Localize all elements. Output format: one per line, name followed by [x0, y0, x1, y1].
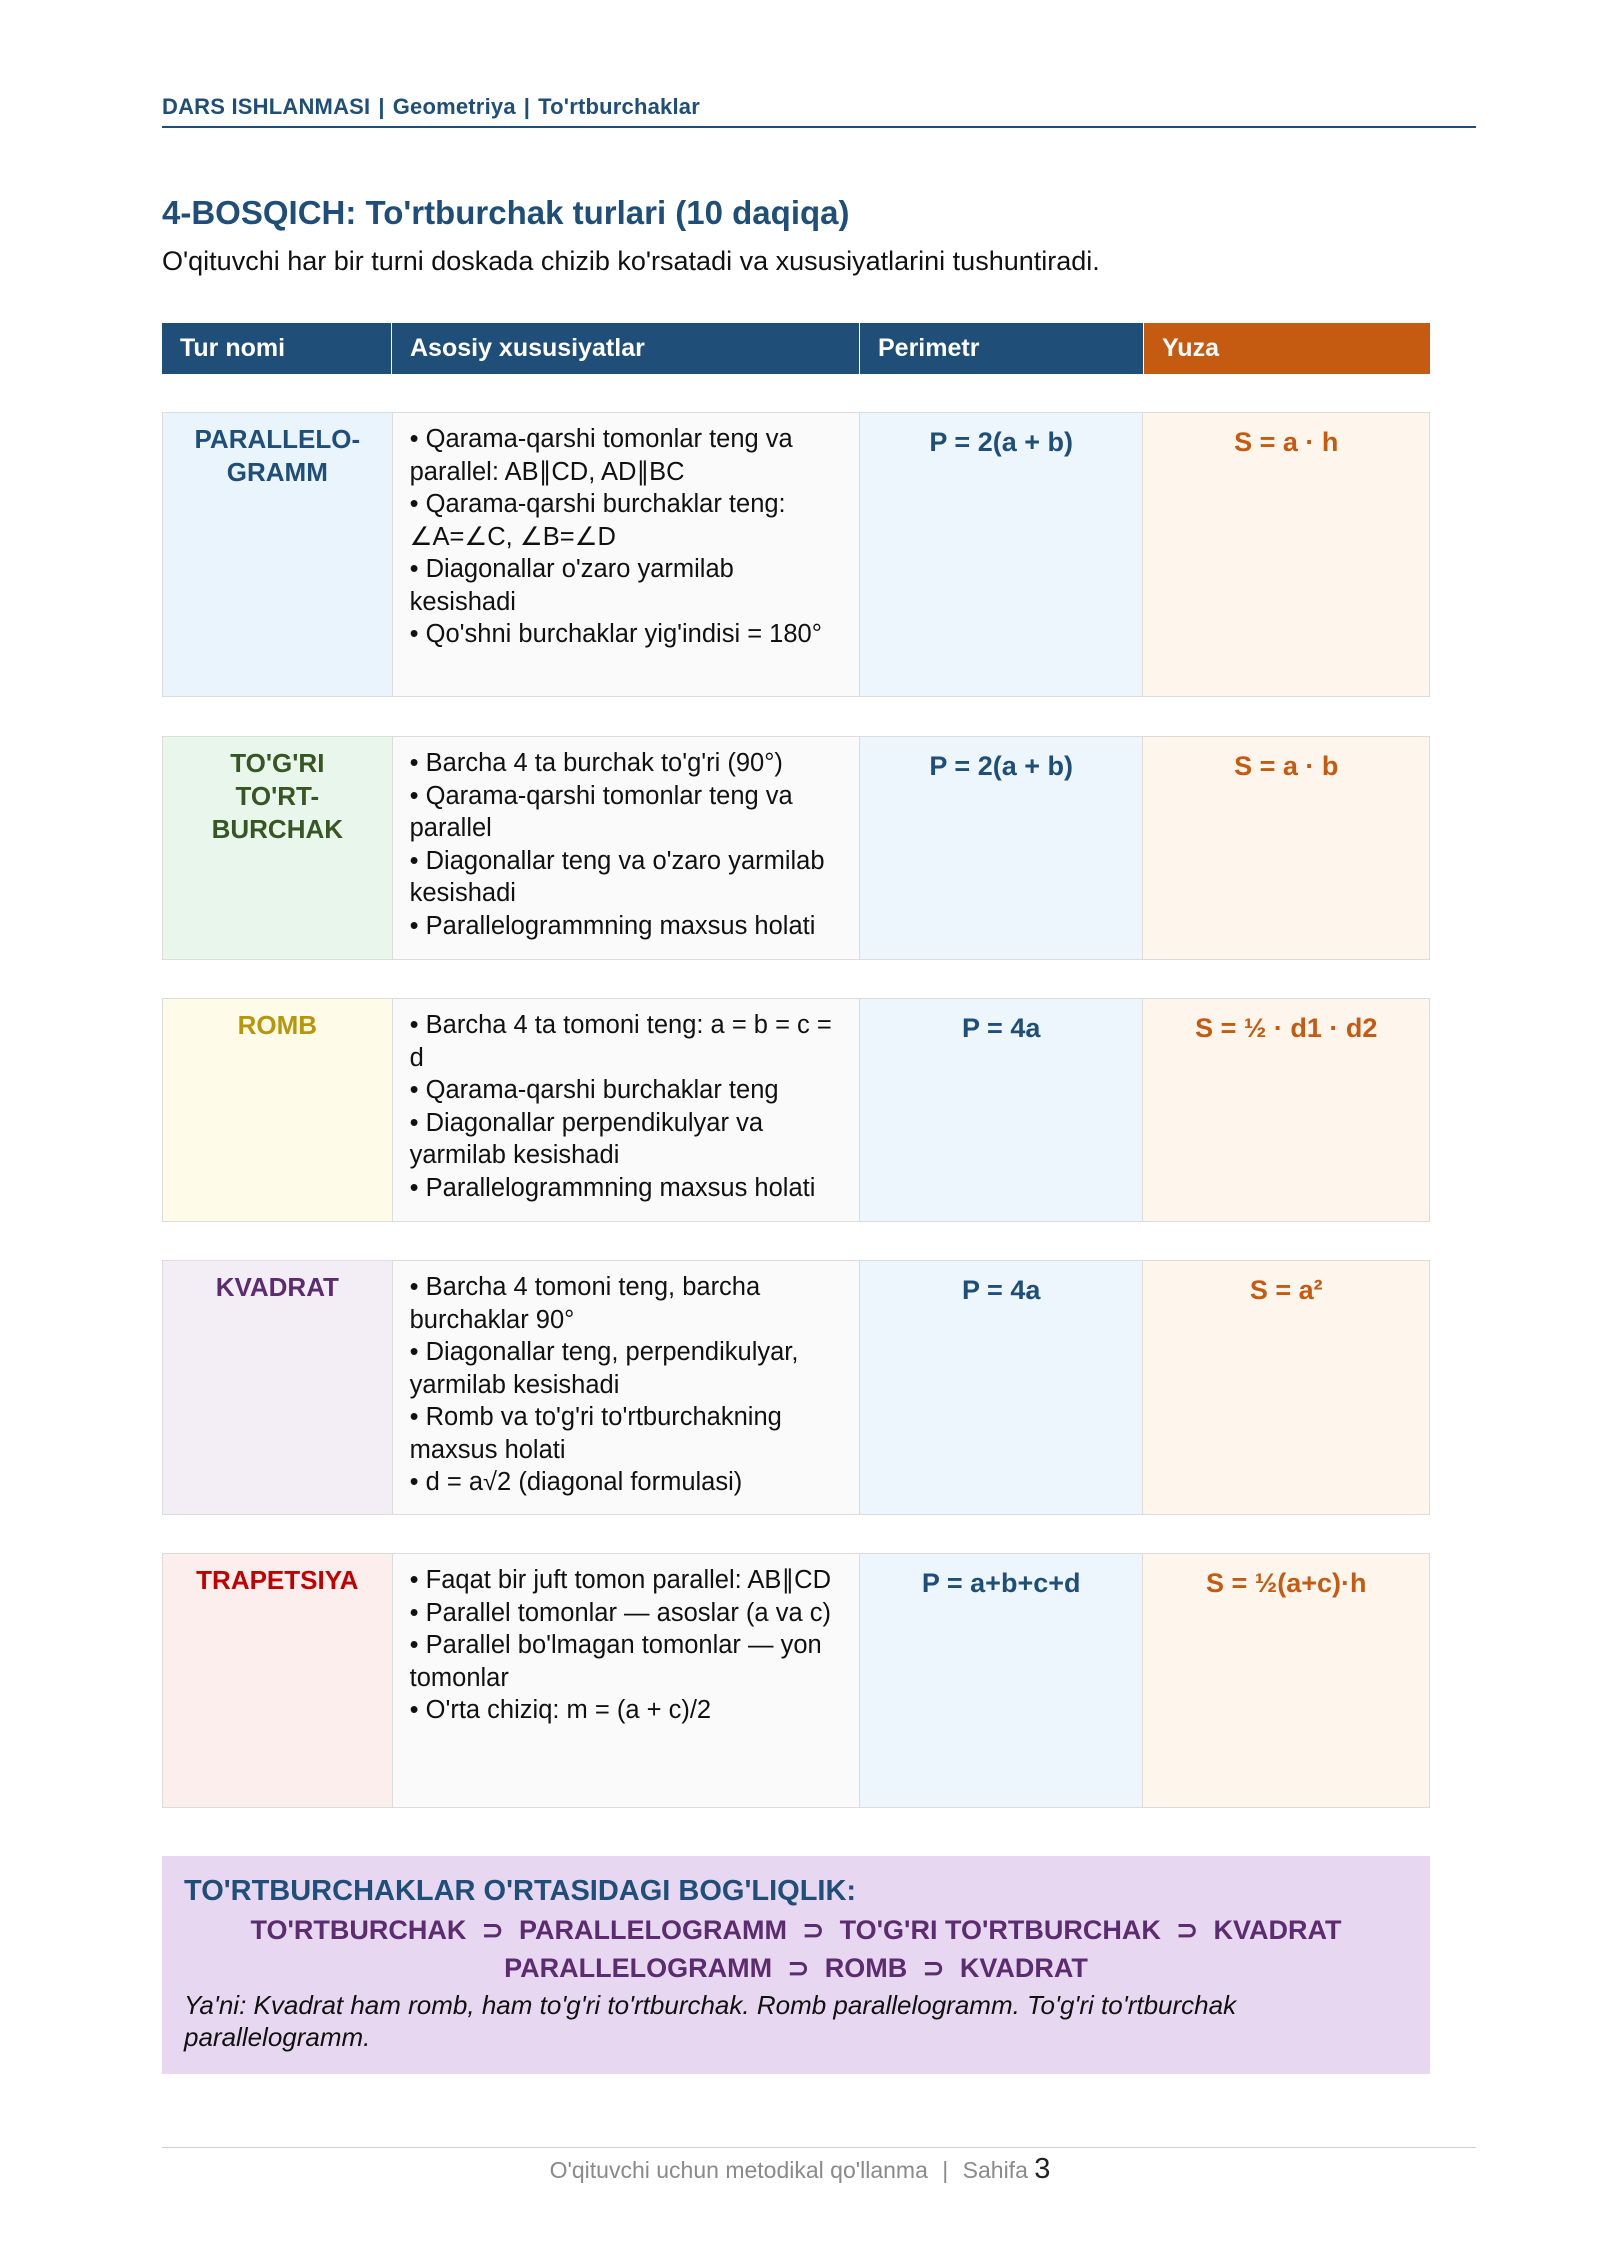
property-item: • Barcha 4 tomoni teng, barcha burchaklar 90° [409, 1273, 761, 1334]
relationship-chain: PARALLELOGRAMM ⊃ ROMB ⊃ KVADRAT [504, 1953, 1088, 1983]
perimeter-formula: P = 4a [860, 999, 1144, 1221]
header-separator: | [523, 94, 531, 119]
shape-name-line: GRAMM [226, 457, 328, 487]
property-item: • d = a√2 (diagonal formulasi) [409, 1468, 743, 1496]
footer-separator: | [942, 2157, 949, 2183]
section-subtitle: O'qituvchi har bir turni doskada chizib ko'rsatadi va xususiyatlarini tushuntiradi. [162, 246, 1100, 276]
property-item: • Qarama-qarshi tomonlar teng va parallel [409, 781, 793, 842]
properties-cell [393, 1261, 860, 1514]
properties-cell [393, 1554, 860, 1807]
shape-name-cell [163, 999, 393, 1221]
property-item: • Romb va to'g'ri to'rtburchakning maxsus holati [409, 1403, 782, 1464]
perimeter-formula: P = a+b+c+d [860, 1554, 1144, 1807]
header-separator: | [378, 94, 385, 119]
shape-name-line: PARALLELO- [194, 424, 361, 454]
shape-name-cell [163, 413, 393, 696]
area-formula: S = a² [1143, 1261, 1429, 1514]
header-subject: Geometriya [392, 94, 516, 119]
property-item: • Diagonallar perpendikulyar va yarmilab kesishadi [409, 1108, 764, 1169]
property-item: • Faqat bir juft tomon parallel: AB∥CD [409, 1566, 831, 1594]
property-item: • O'rta chiziq: m = (a + c)/2 [409, 1696, 712, 1724]
table-row [162, 736, 1430, 960]
footer-divider [162, 2147, 1476, 2148]
perimeter-formula: P = 2(a + b) [860, 737, 1144, 959]
footer-text: O'qituvchi uchun metodikal qo'llanma [549, 2157, 928, 2183]
property-item: • Parallel tomonlar — asoslar (a va c) [409, 1598, 831, 1627]
area-formula: S = ½(a+c)·h [1143, 1554, 1429, 1807]
property-item: • Qarama-qarshi burchaklar teng: ∠A=∠C, ∠B=∠D [409, 490, 786, 551]
perimeter-formula: P = 2(a + b) [860, 413, 1144, 696]
shape-name-line: TO'RT- [235, 781, 320, 811]
area-formula: S = a · h [1143, 413, 1429, 696]
shape-name-line: KVADRAT [215, 1272, 339, 1302]
shape-name-line: TRAPETSIYA [196, 1565, 359, 1595]
relationship-chain: TO'RTBURCHAK ⊃ PARALLELOGRAMM ⊃ TO'G'RI TO'RTBURCHAK ⊃ KVADRAT [250, 1915, 1342, 1945]
relationship-box [162, 1856, 1430, 2074]
property-item: • Barcha 4 ta burchak to'g'ri (90°) [409, 749, 783, 777]
perimeter-formula: P = 4a [860, 1261, 1144, 1514]
page-number: 3 [1034, 2153, 1051, 2185]
section-title: 4-BOSQICH: To'rtburchak turlari (10 daqiqa) [162, 194, 850, 231]
shape-name-cell [163, 1261, 393, 1514]
column-header-name: Tur nomi [162, 323, 392, 374]
properties-cell [393, 737, 860, 959]
header-topic: To'rtburchaklar [538, 94, 700, 119]
page-footer [0, 2153, 1600, 2186]
column-header-properties: Asosiy xususiyatlar [392, 323, 860, 374]
page-header [162, 94, 1476, 128]
property-item: • Qarama-qarshi burchaklar teng [409, 1076, 779, 1104]
property-item: • Diagonallar teng, perpendikulyar, yarmilab kesishadi [409, 1338, 799, 1399]
page-label: Sahifa [962, 2157, 1028, 2183]
column-header-area: Yuza [1144, 323, 1430, 374]
property-item: • Diagonallar o'zaro yarmilab kesishadi [409, 555, 734, 616]
shape-name-cell [163, 737, 393, 959]
property-item: • Parallelogrammning maxsus holati [409, 911, 816, 940]
table-header [162, 323, 1430, 374]
shape-name-cell [163, 1554, 393, 1807]
shape-name-line: TO'G'RI [230, 748, 325, 778]
shape-name-line: BURCHAK [211, 814, 344, 844]
column-header-perimeter: Perimetr [860, 323, 1144, 374]
property-item: • Parallel bo'lmagan tomonlar — yon tomonlar [409, 1631, 822, 1692]
property-item: • Qarama-qarshi tomonlar teng va parallel: AB∥CD, AD∥BC [409, 425, 793, 486]
property-item: • Qo'shni burchaklar yig'indisi = 180° [409, 620, 822, 648]
property-item: • Parallelogrammning maxsus holati [409, 1173, 816, 1202]
properties-cell [393, 413, 860, 696]
property-item: • Barcha 4 ta tomoni teng: a = b = c = d [409, 1011, 832, 1072]
table-row [162, 1553, 1430, 1808]
property-item: • Diagonallar teng va o'zaro yarmilab kesishadi [409, 846, 825, 907]
header-doc-type: DARS ISHLANMASI [162, 94, 371, 119]
area-formula: S = ½ · d1 · d2 [1143, 999, 1429, 1221]
table-row [162, 1260, 1430, 1515]
properties-cell [393, 999, 860, 1221]
table-row [162, 412, 1430, 697]
table-row [162, 998, 1430, 1222]
shape-name-line: ROMB [237, 1010, 318, 1040]
relationship-title: TO'RTBURCHAKLAR O'RTASIDAGI BOG'LIQLIK: [184, 1875, 857, 1907]
relationship-note: Ya'ni: Kvadrat ham romb, ham to'g'ri to'rtburchak. Romb parallelogramm. To'g'ri to'rtburchak parallelogramm. [184, 1990, 1237, 2052]
area-formula: S = a · b [1143, 737, 1429, 959]
